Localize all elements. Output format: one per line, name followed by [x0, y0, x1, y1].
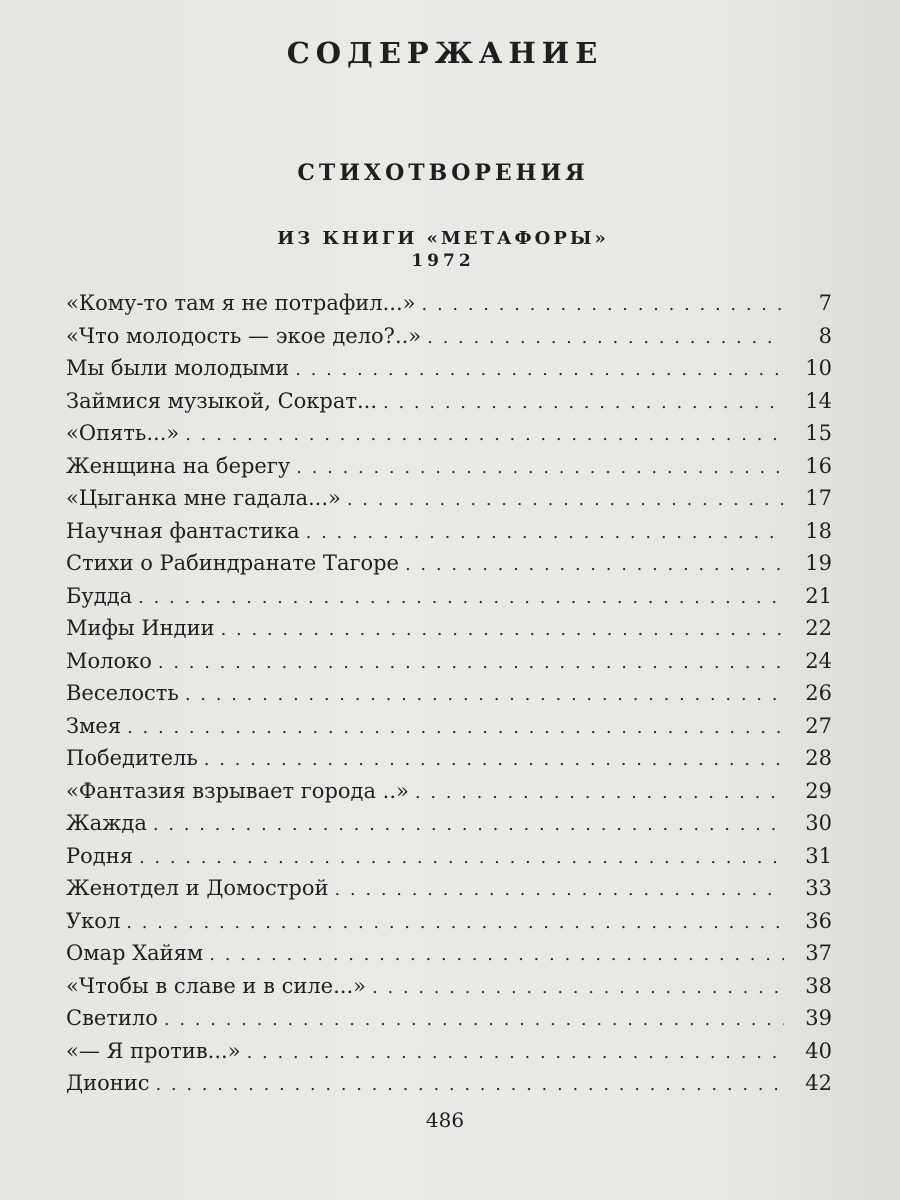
dot-leader: [415, 782, 784, 803]
toc-entry-title: Женотдел и Домострой: [66, 876, 329, 900]
dot-leader: [405, 554, 784, 575]
dot-leader: [221, 619, 784, 640]
dot-leader: [138, 587, 784, 608]
dot-leader: [296, 457, 784, 478]
toc-entry: [66, 616, 832, 649]
toc-entry-title: Змея: [66, 713, 122, 738]
dot-leader: [155, 1074, 784, 1095]
dot-leader: [427, 327, 784, 348]
toc-entry: [66, 649, 832, 682]
toc-entry: [66, 909, 832, 942]
toc-entry-page: 40: [805, 1038, 832, 1063]
toc-entry: [66, 584, 832, 617]
toc-entry: [66, 779, 832, 812]
toc-entry-page: 39: [805, 1006, 832, 1030]
toc-entry: [66, 421, 832, 454]
toc-entry-title: «Цыганка мне гадала...»: [66, 486, 341, 510]
toc-entry: [66, 681, 832, 714]
contents-heading: СОДЕРЖАНИЕ: [286, 36, 604, 70]
dot-leader: [306, 522, 784, 543]
toc-entry-title: «Опять...»: [66, 421, 180, 445]
toc-entry-page: 21: [805, 583, 832, 608]
toc-entry: [66, 811, 832, 844]
toc-entry-page: 36: [805, 908, 832, 933]
toc-entry: [66, 746, 832, 779]
toc-entry-title: Стихи о Рабиндранате Тагоре: [66, 551, 399, 575]
toc-entry-title: Дионис: [66, 1071, 150, 1095]
page-number: 486: [425, 1108, 465, 1132]
toc-entry-page: 8: [818, 323, 832, 348]
toc-entry-page: 10: [805, 356, 832, 380]
dot-leader: [127, 717, 784, 738]
dot-leader: [204, 749, 784, 770]
toc-entry-page: 22: [805, 616, 832, 640]
dot-leader: [295, 359, 784, 380]
toc-entry-title: Мы были молодыми: [66, 356, 290, 380]
toc-entry: [66, 324, 832, 357]
toc-entry-page: 26: [805, 681, 832, 705]
toc-entry-page: 42: [805, 1071, 832, 1095]
toc-entry: [66, 486, 832, 519]
toc-entry: [66, 356, 832, 389]
toc-entry-title: «Кому-то там я не потрафил...»: [66, 291, 416, 315]
toc-entry-page: 29: [805, 778, 832, 803]
toc-entry: [66, 1039, 832, 1072]
toc-entry-page: 19: [805, 551, 832, 575]
toc-entry-page: 33: [805, 876, 832, 900]
toc-entry-title: Родня: [66, 843, 133, 868]
toc-entry-title: Укол: [66, 908, 121, 933]
toc-entry: [66, 844, 832, 877]
toc-entry-page: 18: [805, 518, 832, 543]
toc-entry-title: Молоко: [66, 648, 152, 673]
toc-entry: [66, 876, 832, 909]
toc-entry-page: 7: [818, 291, 832, 315]
dot-leader: [164, 1009, 784, 1030]
toc-entry-title: Жажда: [66, 811, 147, 835]
toc-entry: [66, 1006, 832, 1039]
toc-entry: [66, 454, 832, 487]
toc-entry-title: «Чтобы в славе и в силе...»: [66, 973, 366, 998]
toc-entry-page: 15: [805, 421, 832, 445]
dot-leader: [347, 489, 784, 510]
toc-entry-page: 16: [805, 453, 832, 478]
toc-entry-title: Мифы Индии: [66, 616, 215, 640]
toc-entry-title: Научная фантастика: [66, 518, 300, 543]
dot-leader: [209, 944, 784, 965]
toc-entry-title: «Что молодость — экое дело?..»: [66, 323, 422, 348]
toc-entry-title: Омар Хайям: [66, 941, 204, 965]
toc-entry-title: «— Я против...»: [66, 1038, 241, 1063]
dot-leader: [185, 424, 784, 445]
toc-entry-page: 37: [805, 941, 832, 965]
toc-entry-title: «Фантазия взрывает города ..»: [66, 778, 409, 803]
toc-entry: [66, 714, 832, 747]
toc-entry-page: 28: [805, 746, 832, 770]
toc-entry-title: Светило: [66, 1006, 158, 1030]
dot-leader: [334, 879, 784, 900]
dot-leader: [372, 977, 784, 998]
toc-entry: [66, 291, 832, 324]
toc-entry-page: 24: [805, 648, 832, 673]
dot-leader: [422, 294, 784, 315]
book-heading: ИЗ КНИГИ «МЕТАФОРЫ»: [277, 228, 609, 249]
dot-leader: [247, 1042, 784, 1063]
toc-entry-title: Будда: [66, 583, 133, 608]
toc-entry-title: Победитель: [66, 746, 198, 770]
toc-entry: [66, 974, 832, 1007]
dot-leader: [158, 652, 784, 673]
toc-entry-title: Займися музыкой, Сократ...: [66, 388, 378, 413]
toc-entry-page: 31: [805, 843, 832, 868]
dot-leader: [383, 392, 784, 413]
dot-leader: [126, 912, 784, 933]
toc-entry: [66, 1071, 832, 1104]
dot-leader: [139, 847, 784, 868]
toc-entry-title: Веселость: [66, 681, 179, 705]
toc-entry-page: 30: [805, 811, 832, 835]
toc-entry-page: 14: [805, 388, 832, 413]
section-heading: СТИХОТВОРЕНИЯ: [297, 160, 589, 186]
toc-entry-page: 27: [805, 713, 832, 738]
toc-entry: [66, 519, 832, 552]
toc-entry: [66, 941, 832, 974]
toc-entry: [66, 551, 832, 584]
toc-entry-title: Женщина на берегу: [66, 453, 291, 478]
dot-leader: [185, 684, 784, 705]
dot-leader: [153, 814, 784, 835]
toc-entry-page: 38: [805, 973, 832, 998]
toc-entry: [66, 389, 832, 422]
table-of-contents: [66, 291, 832, 1104]
book-year: 1972: [411, 251, 475, 271]
toc-entry-page: 17: [805, 486, 832, 510]
